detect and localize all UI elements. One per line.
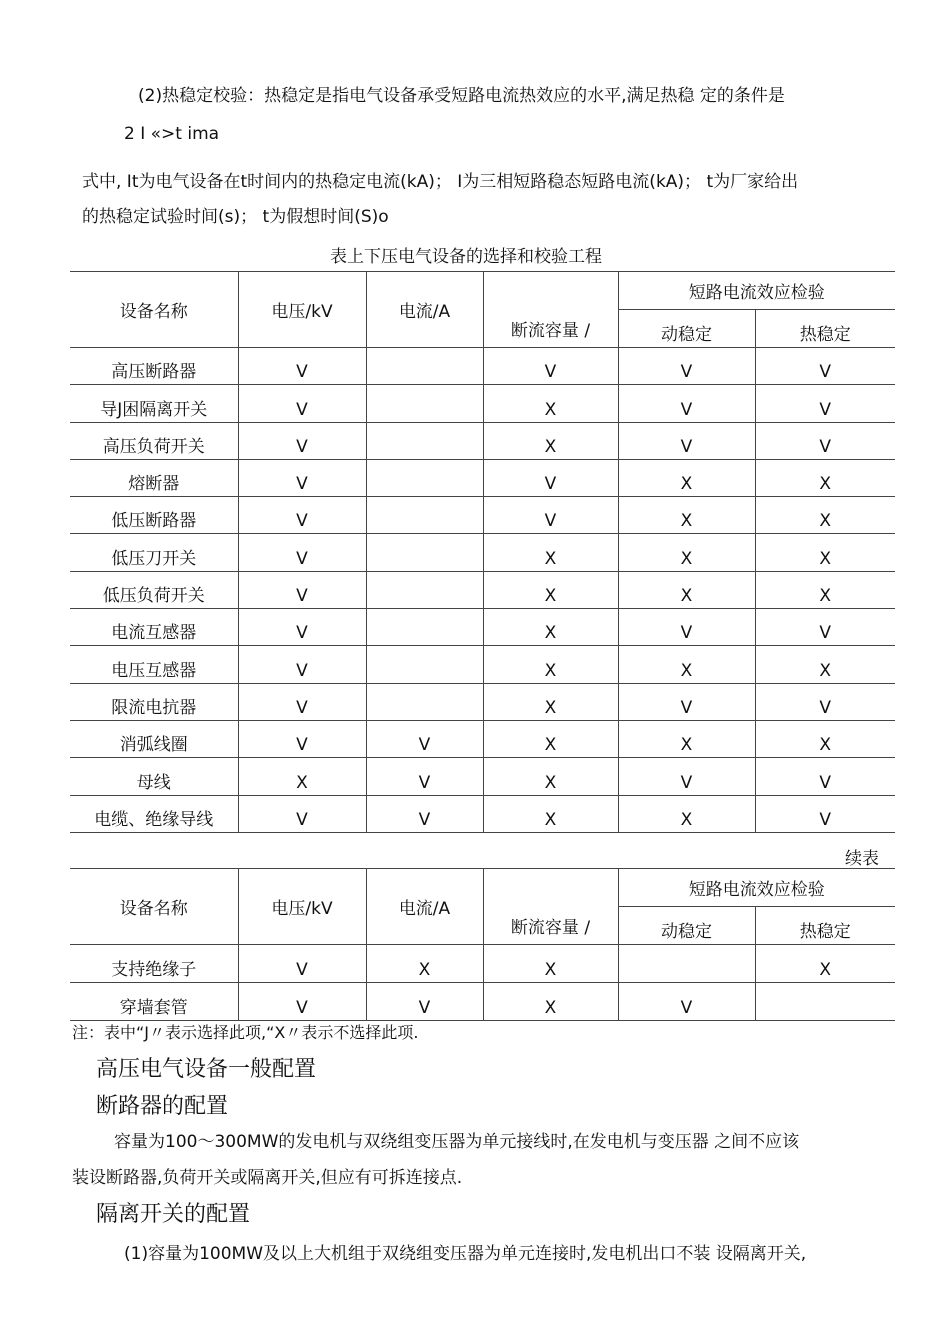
- header-current: 电流/A: [366, 869, 483, 945]
- thermal-formula: 2 I «>t ima: [124, 124, 220, 144]
- check-cell: X: [618, 646, 755, 683]
- check-cell: V: [755, 795, 895, 832]
- equipment-name-cell: 导J困隔离开关: [70, 385, 238, 422]
- check-cell: V: [755, 609, 895, 646]
- check-cell: V: [238, 609, 366, 646]
- check-cell: X: [483, 683, 618, 720]
- check-cell: [366, 646, 483, 683]
- check-cell: X: [618, 497, 755, 534]
- check-cell: V: [238, 683, 366, 720]
- check-cell: V: [366, 758, 483, 795]
- check-cell: [366, 534, 483, 571]
- header-current: 电流/A: [366, 272, 483, 348]
- check-cell: V: [755, 758, 895, 795]
- check-cell: X: [755, 646, 895, 683]
- header-thermal-stability: 热稳定: [755, 907, 895, 945]
- equipment-name-cell: 消弧线圈: [70, 720, 238, 757]
- check-cell: V: [755, 683, 895, 720]
- table-note: 注：表中“J〃表示选择此项,“X〃表示不选择此项.: [72, 1023, 419, 1042]
- continued-label: 续表: [845, 849, 879, 869]
- header-dynamic-stability: 动稳定: [618, 907, 755, 945]
- equipment-name-cell: 穿墙套管: [70, 983, 238, 1021]
- intro-line-1: (2)热稳定校验：热稳定是指电气设备承受短路电流热效应的水平,满足热稳 定的条件是: [138, 86, 785, 106]
- check-cell: V: [366, 720, 483, 757]
- check-cell: V: [483, 497, 618, 534]
- check-cell: V: [238, 646, 366, 683]
- equipment-name-cell: 电缆、绝缘导线: [70, 795, 238, 832]
- check-cell: V: [238, 385, 366, 422]
- check-cell: X: [483, 422, 618, 459]
- check-cell: V: [238, 348, 366, 385]
- check-cell: V: [238, 459, 366, 496]
- check-cell: X: [618, 720, 755, 757]
- check-cell: X: [366, 945, 483, 983]
- check-cell: [366, 348, 483, 385]
- check-cell: [366, 459, 483, 496]
- check-cell: V: [238, 983, 366, 1021]
- equipment-name-cell: 低压负荷开关: [70, 571, 238, 608]
- disconnector-paragraph-line-1: (1)容量为100MW及以上大机组于双绕组变压器为单元连接时,发电机出口不装 设隔离开关,: [124, 1244, 807, 1264]
- equipment-name-cell: 低压断路器: [70, 497, 238, 534]
- check-cell: X: [483, 720, 618, 757]
- equipment-name-cell: 母线: [70, 758, 238, 795]
- check-cell: X: [618, 795, 755, 832]
- check-cell: X: [483, 945, 618, 983]
- check-cell: V: [238, 945, 366, 983]
- table-row: [70, 422, 895, 459]
- check-cell: V: [238, 497, 366, 534]
- section-heading-disconnector-config: 隔离开关的配置: [96, 1202, 251, 1227]
- header-dynamic-stability: 动稳定: [618, 310, 755, 348]
- table-row: [70, 534, 895, 571]
- table-row: [70, 795, 895, 832]
- check-cell: [755, 983, 895, 1021]
- header-breaking-capacity: 断流容量 /: [483, 869, 618, 945]
- check-cell: V: [618, 758, 755, 795]
- breaker-paragraph-line-1: 容量为100〜300MW的发电机与双绕组变压器为单元接线时,在发电机与变压器 之间不应该: [114, 1132, 800, 1152]
- check-cell: V: [238, 795, 366, 832]
- table-row: [70, 758, 895, 795]
- section-heading-breaker-config: 断路器的配置: [96, 1094, 229, 1119]
- table-row: [70, 497, 895, 534]
- check-cell: X: [755, 945, 895, 983]
- intro-line-3: 的热稳定试验时间(s)； t为假想时间(S)o: [82, 207, 389, 227]
- check-cell: [366, 497, 483, 534]
- equipment-table: [70, 271, 895, 833]
- check-cell: X: [238, 758, 366, 795]
- intro-line-2: 式中, It为电气设备在t时间内的热稳定电流(kA)； I为三相短路稳态短路电流(kA)； t为厂家给出: [82, 172, 799, 192]
- check-cell: X: [755, 459, 895, 496]
- check-cell: V: [618, 983, 755, 1021]
- table-row: [70, 348, 895, 385]
- check-cell: X: [618, 459, 755, 496]
- check-cell: X: [483, 758, 618, 795]
- check-cell: V: [238, 720, 366, 757]
- equipment-table-continued: [70, 868, 895, 1021]
- header-voltage: 电压/kV: [238, 272, 366, 348]
- check-cell: X: [483, 385, 618, 422]
- check-cell: V: [366, 983, 483, 1021]
- check-cell: X: [483, 534, 618, 571]
- check-cell: V: [238, 422, 366, 459]
- check-cell: X: [483, 571, 618, 608]
- header-voltage: 电压/kV: [238, 869, 366, 945]
- table-row: [70, 609, 895, 646]
- check-cell: X: [483, 609, 618, 646]
- check-cell: [366, 683, 483, 720]
- equipment-name-cell: 熔断器: [70, 459, 238, 496]
- check-cell: X: [618, 571, 755, 608]
- equipment-name-cell: 高压断路器: [70, 348, 238, 385]
- header-thermal-stability: 热稳定: [755, 310, 895, 348]
- check-cell: [366, 571, 483, 608]
- section-heading-general-config: 高压电气设备一般配置: [96, 1057, 317, 1082]
- check-cell: V: [618, 683, 755, 720]
- equipment-name-cell: 高压负荷开关: [70, 422, 238, 459]
- check-cell: [366, 385, 483, 422]
- check-cell: V: [238, 571, 366, 608]
- check-cell: V: [483, 459, 618, 496]
- header-short-circuit-check: 短路电流效应检验: [618, 272, 895, 310]
- table-row: [70, 720, 895, 757]
- table-row: [70, 571, 895, 608]
- check-cell: X: [483, 646, 618, 683]
- check-cell: V: [366, 795, 483, 832]
- breaker-paragraph-line-2: 装设断路器,负荷开关或隔离开关,但应有可拆连接点.: [72, 1168, 463, 1188]
- table-row: [70, 983, 895, 1021]
- table-row: [70, 459, 895, 496]
- check-cell: X: [618, 534, 755, 571]
- check-cell: V: [618, 385, 755, 422]
- equipment-name-cell: 电压互感器: [70, 646, 238, 683]
- check-cell: X: [755, 497, 895, 534]
- equipment-name-cell: 电流互感器: [70, 609, 238, 646]
- table1-title: 表上下压电气设备的选择和校验工程: [330, 247, 602, 267]
- table-row: [70, 683, 895, 720]
- header-short-circuit-check: 短路电流效应检验: [618, 869, 895, 907]
- table-row: [70, 646, 895, 683]
- check-cell: V: [483, 348, 618, 385]
- check-cell: V: [618, 422, 755, 459]
- equipment-name-cell: 低压刀开关: [70, 534, 238, 571]
- header-equipment-name: 设备名称: [70, 869, 238, 945]
- header-breaking-capacity: 断流容量 /: [483, 272, 618, 348]
- check-cell: V: [618, 609, 755, 646]
- check-cell: X: [755, 720, 895, 757]
- equipment-name-cell: 限流电抗器: [70, 683, 238, 720]
- check-cell: X: [483, 795, 618, 832]
- check-cell: [366, 609, 483, 646]
- header-equipment-name: 设备名称: [70, 272, 238, 348]
- check-cell: V: [755, 422, 895, 459]
- check-cell: V: [238, 534, 366, 571]
- check-cell: V: [755, 348, 895, 385]
- table-row: [70, 385, 895, 422]
- check-cell: V: [755, 385, 895, 422]
- check-cell: X: [483, 983, 618, 1021]
- check-cell: [618, 945, 755, 983]
- equipment-name-cell: 支持绝缘子: [70, 945, 238, 983]
- table-row: [70, 945, 895, 983]
- check-cell: X: [755, 534, 895, 571]
- check-cell: V: [618, 348, 755, 385]
- check-cell: [366, 422, 483, 459]
- check-cell: X: [755, 571, 895, 608]
